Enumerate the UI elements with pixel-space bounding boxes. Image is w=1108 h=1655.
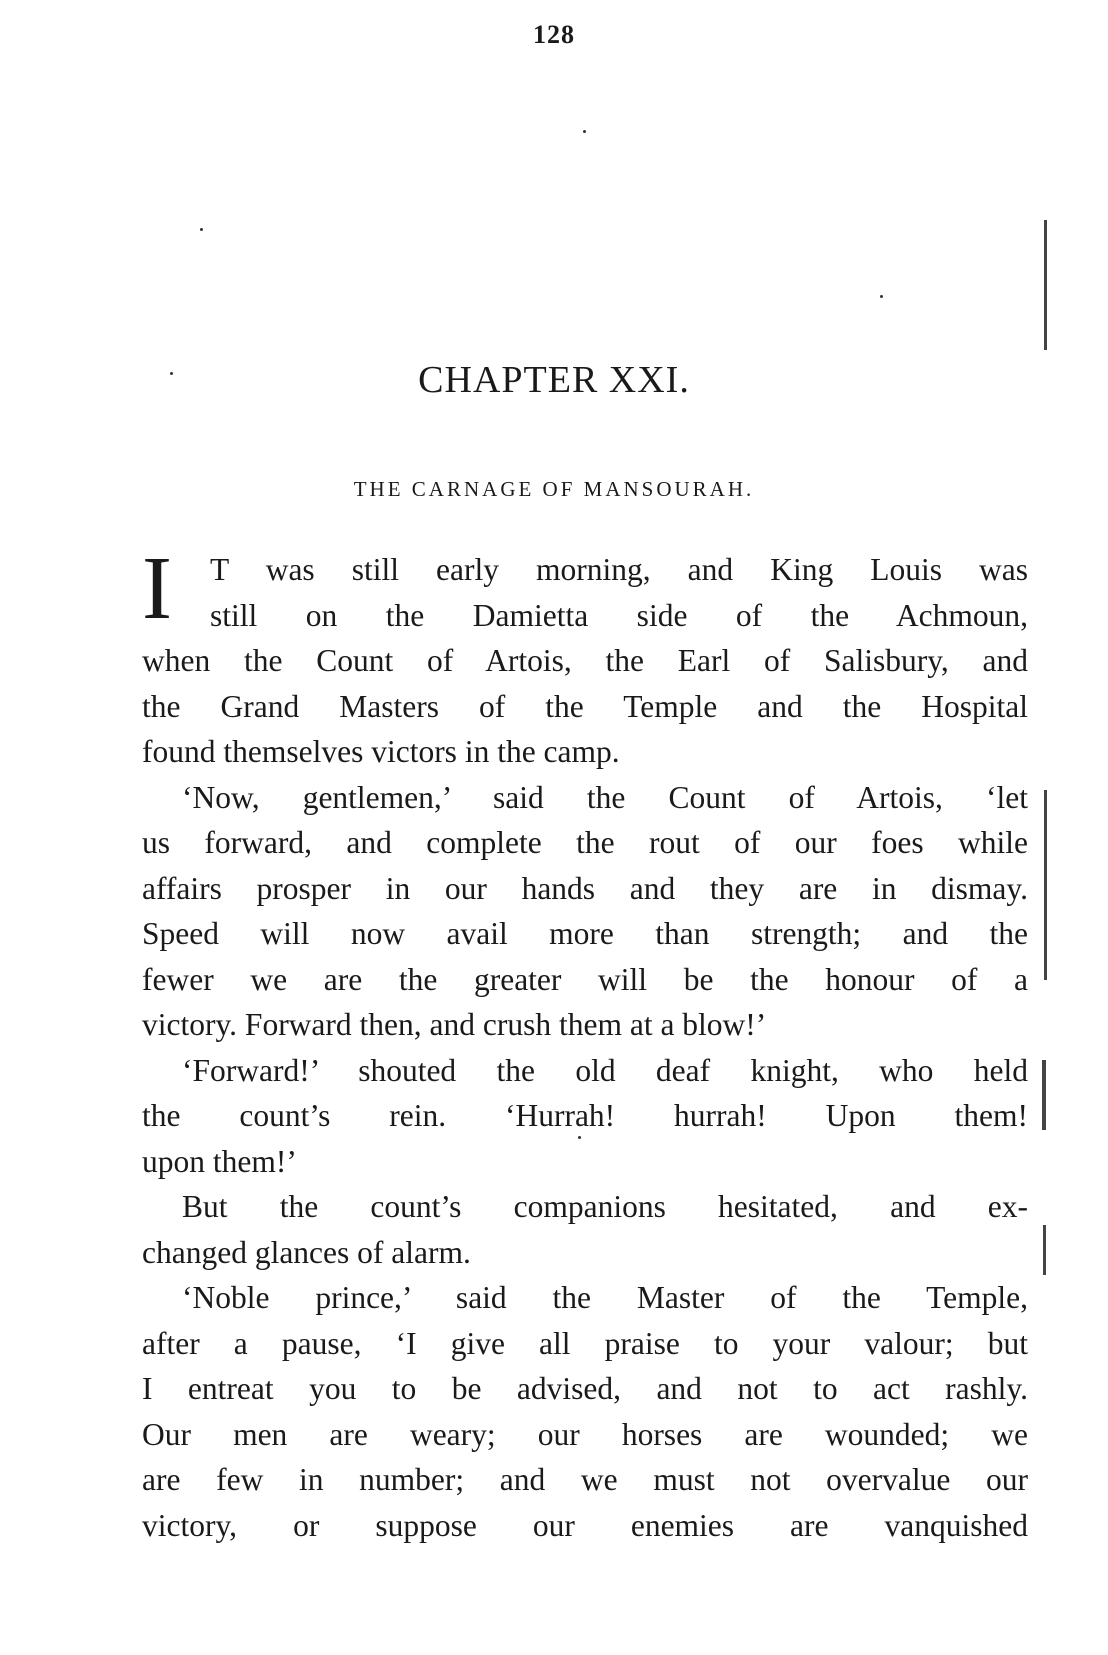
scan-edge-mark xyxy=(1044,220,1047,350)
text-line: changed glances of alarm. xyxy=(142,1234,471,1270)
text-line: found themselves victors in the camp. xyxy=(142,734,620,769)
text-line: Our men are weary; our horses are wounded; we xyxy=(142,1416,1028,1452)
scan-speck xyxy=(200,228,203,231)
text-line: victory. Forward then, and crush them at a blow!’ xyxy=(142,1007,767,1042)
text-line: when the Count of Artois, the Earl of Salisbury, and xyxy=(142,643,1028,678)
text-line: Speed will now avail more than strength; and the xyxy=(142,916,1028,951)
chapter-subtitle: THE CARNAGE OF MANSOURAH. xyxy=(353,477,755,501)
scan-edge-mark xyxy=(1043,1225,1046,1275)
scan-speck xyxy=(583,130,586,133)
text-line: But the count’s companions hesitated, and ex- xyxy=(182,1189,1028,1224)
body-text xyxy=(142,539,1028,1548)
scan-speck xyxy=(880,295,883,298)
scan-edge-mark xyxy=(1042,1060,1046,1130)
text-line: the Grand Masters of the Temple and the Hospital xyxy=(142,688,1028,724)
page-number: 128 xyxy=(533,20,575,49)
text-line: I entreat you to be advised, and not to act rashly. xyxy=(142,1371,1028,1406)
scan-speck xyxy=(578,1136,581,1139)
text-line: the count’s rein. ‘Hurrah! hurrah! Upon them! xyxy=(142,1098,1028,1133)
text-line: upon them!’ xyxy=(142,1143,297,1179)
chapter-title: CHAPTER XXI. xyxy=(418,359,690,401)
text-line: are few in number; and we must not overvalue our xyxy=(142,1462,1028,1497)
text-line: after a pause, ‘I give all praise to your valour; but xyxy=(142,1325,1028,1361)
scan-speck xyxy=(170,372,173,375)
drop-cap: I xyxy=(142,539,172,638)
text-line: T was still early morning, and King Louis was xyxy=(210,552,1028,587)
text-line: affairs prosper in our hands and they are in dismay. xyxy=(142,870,1028,906)
text-line: ‘Forward!’ shouted the old deaf knight, who held xyxy=(182,1052,1028,1088)
text-line: fewer we are the greater will be the honour of a xyxy=(142,961,1028,997)
text-line: victory, or suppose our enemies are vanquished xyxy=(142,1507,1028,1543)
text-line: us forward, and complete the rout of our foes while xyxy=(142,825,1028,860)
text-line: ‘Now, gentlemen,’ said the Count of Artois, ‘let xyxy=(182,779,1028,815)
text-line: still on the Damietta side of the Achmoun, xyxy=(210,597,1028,633)
scan-edge-mark xyxy=(1044,790,1047,980)
text-line: ‘Noble prince,’ said the Master of the Temple, xyxy=(182,1280,1028,1315)
